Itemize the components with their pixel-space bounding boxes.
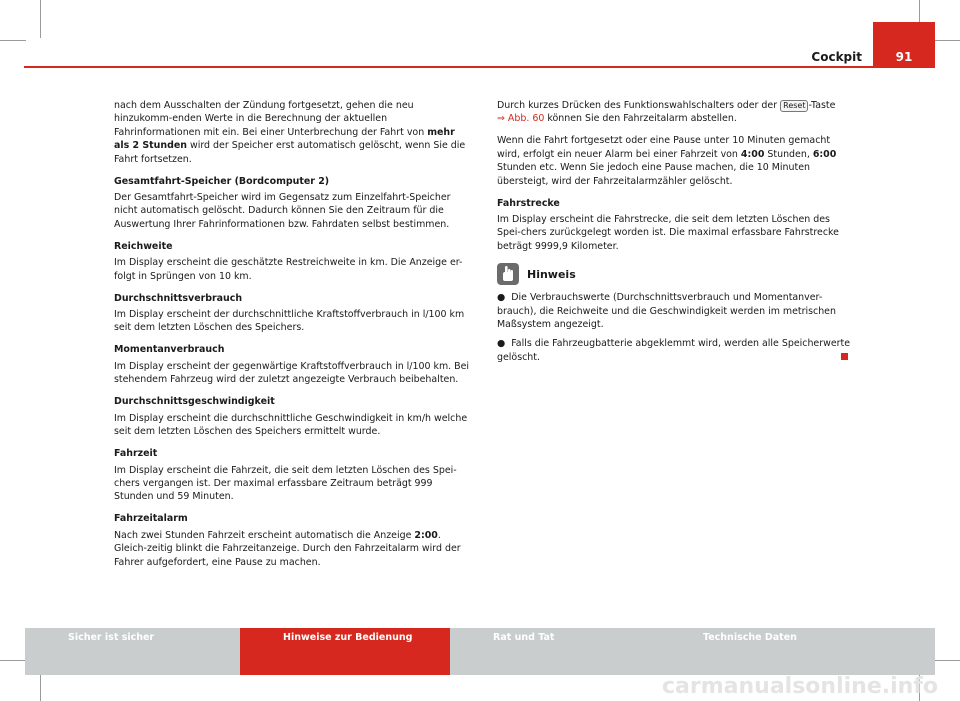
crop-mark bbox=[0, 40, 26, 41]
display-code: 4:00 bbox=[740, 148, 765, 160]
note-header bbox=[497, 263, 853, 285]
section-text: Im Display erscheint der gegenwärtige Kraftstoffverbrauch in l/100 km. Bei stehendem Fahrzeug wird der zuletzt angezeigte Verbrauch beibehalten. bbox=[114, 360, 470, 386]
alarm-text: Nach zwei Stunden Fahrzeit erscheint automatisch die Anzeige 2:00. Gleich-zeitig blinkt die Fahrzeitanzeige. Durch den Fahrzeitalarm wird der Fahrer aufgefordert, eine Pause zu machen. bbox=[114, 529, 461, 568]
section-text: Der Gesamtfahrt-Speicher wird im Gegensatz zum Einzelfahrt-Speicher nicht automatisch gelöscht. Dadurch können Sie den Zeitraum für die Auswertung Ihrer Fahrinformationen bzw. Fahrdaten selbst bestimmen. bbox=[114, 192, 451, 230]
header-rule bbox=[24, 66, 935, 68]
alarm-heading: Fahrzeitalarm bbox=[114, 513, 188, 525]
chapter-title: Cockpit bbox=[811, 50, 862, 64]
section-heading: Durchschnittsgeschwindigkeit bbox=[114, 396, 275, 408]
distance-heading: Fahrstrecke bbox=[497, 197, 560, 209]
section-text: Im Display erscheint die Fahrzeit, die seit dem letzten Löschen des Spei-chers vergangen ist. Der maximal erfassbare Zeitraum beträgt 999 Stunden und 59 Minuten. bbox=[114, 464, 457, 503]
footer-tab-bedienung[interactable]: Hinweise zur Bedienung bbox=[240, 628, 483, 675]
crop-mark bbox=[0, 660, 26, 661]
right-column bbox=[497, 99, 853, 370]
crop-mark bbox=[40, 0, 41, 38]
section-heading: Momentanverbrauch bbox=[114, 344, 225, 356]
section-text: Im Display erscheint die durchschnittliche Geschwindigkeit in km/h welche seit dem letzten Löschen des Speichers ermittelt wurde. bbox=[114, 412, 468, 438]
footer-tab-rat-und-tat[interactable]: Rat und Tat bbox=[450, 628, 693, 675]
pause-paragraph: Wenn die Fahrt fortgesetzt oder eine Pause unter 10 Minuten gemacht wird, erfolgt ein neuer Alarm bei einer Fahrzeit von 4:00 Stunden, 6:00 Stunden etc. Wenn Sie jedoch eine Pause machen, die 10 Minuten übersteigt, wird der Fahrzeitalarmzähler gelöscht. bbox=[497, 135, 837, 187]
section-end-marker bbox=[841, 353, 848, 360]
note-hand-icon bbox=[497, 263, 519, 285]
note-bullet: ● Die Verbrauchswerte (Durchschnittsverbrauch und Momentanver-brauch), die Reichweite und die Geschwindigkeit werden im metrischen Maßsystem angezeigt. bbox=[497, 292, 836, 331]
left-column bbox=[114, 99, 470, 578]
section-heading: Gesamtfahrt-Speicher (Bordcomputer 2) bbox=[114, 175, 330, 187]
reset-paragraph: Durch kurzes Drücken des Funktionswahlschalters oder der Reset -Taste ⇒ Abb. 60 können Sie den Fahrzeitalarm abstellen. bbox=[497, 100, 836, 125]
distance-text: Im Display erscheint die Fahrstrecke, die seit dem letzten Löschen des Spei-chers zurückgelegt worden ist. Die maximal erfassbare Fahrstrecke beträgt 9999,9 Kilometer. bbox=[497, 214, 839, 252]
section-heading: Durchschnittsverbrauch bbox=[114, 292, 243, 304]
bullet-dot: ● bbox=[497, 292, 506, 304]
reset-key-symbol: Reset bbox=[780, 100, 808, 112]
display-code: 2:00 bbox=[414, 529, 438, 541]
watermark: carmanualsonline.info bbox=[662, 674, 938, 699]
crop-mark bbox=[934, 660, 960, 661]
page-number-box bbox=[873, 22, 935, 68]
section-heading: Fahrzeit bbox=[114, 448, 158, 460]
note-bullet: ● Falls die Fahrzeugbatterie abgeklemmt wird, werden alle Speicherwerte gelöscht. bbox=[497, 338, 851, 363]
footer-tab-technische-daten[interactable]: Technische Daten bbox=[660, 628, 935, 675]
display-code: 6:00 bbox=[812, 148, 837, 160]
crop-mark bbox=[934, 40, 960, 41]
footer-tab-sicher[interactable]: Sicher ist sicher bbox=[25, 628, 268, 675]
intro-paragraph: nach dem Ausschalten der Zündung fortgesetzt, gehen die neu hinzukomm-enden Werte in die Berechnung der aktuellen Fahrinformationen mit ein. Bei einer Unterbrechung der Fahrt von mehr als 2 Stunden wird der Speicher erst automatisch gelöscht, wenn Sie die Fahrt fortsetzen. bbox=[114, 100, 466, 165]
intro-emphasis: mehr als 2 Stunden bbox=[114, 126, 455, 152]
bullet-dot: ● bbox=[497, 338, 506, 350]
section-text: Im Display erscheint die geschätzte Restreichweite in km. Die Anzeige er-folgt in Sprüngen von 10 km. bbox=[114, 257, 463, 282]
figure-reference-link[interactable]: ⇒ Abb. 60 bbox=[497, 113, 545, 125]
section-heading: Reichweite bbox=[114, 240, 173, 252]
note-box bbox=[497, 263, 853, 364]
note-title: Hinweis bbox=[527, 267, 576, 281]
section-text: Im Display erscheint der durchschnittliche Kraftstoffverbrauch in l/100 km seit dem letzten Löschen des Speichers. bbox=[114, 309, 465, 334]
page-number: 91 bbox=[895, 50, 913, 64]
